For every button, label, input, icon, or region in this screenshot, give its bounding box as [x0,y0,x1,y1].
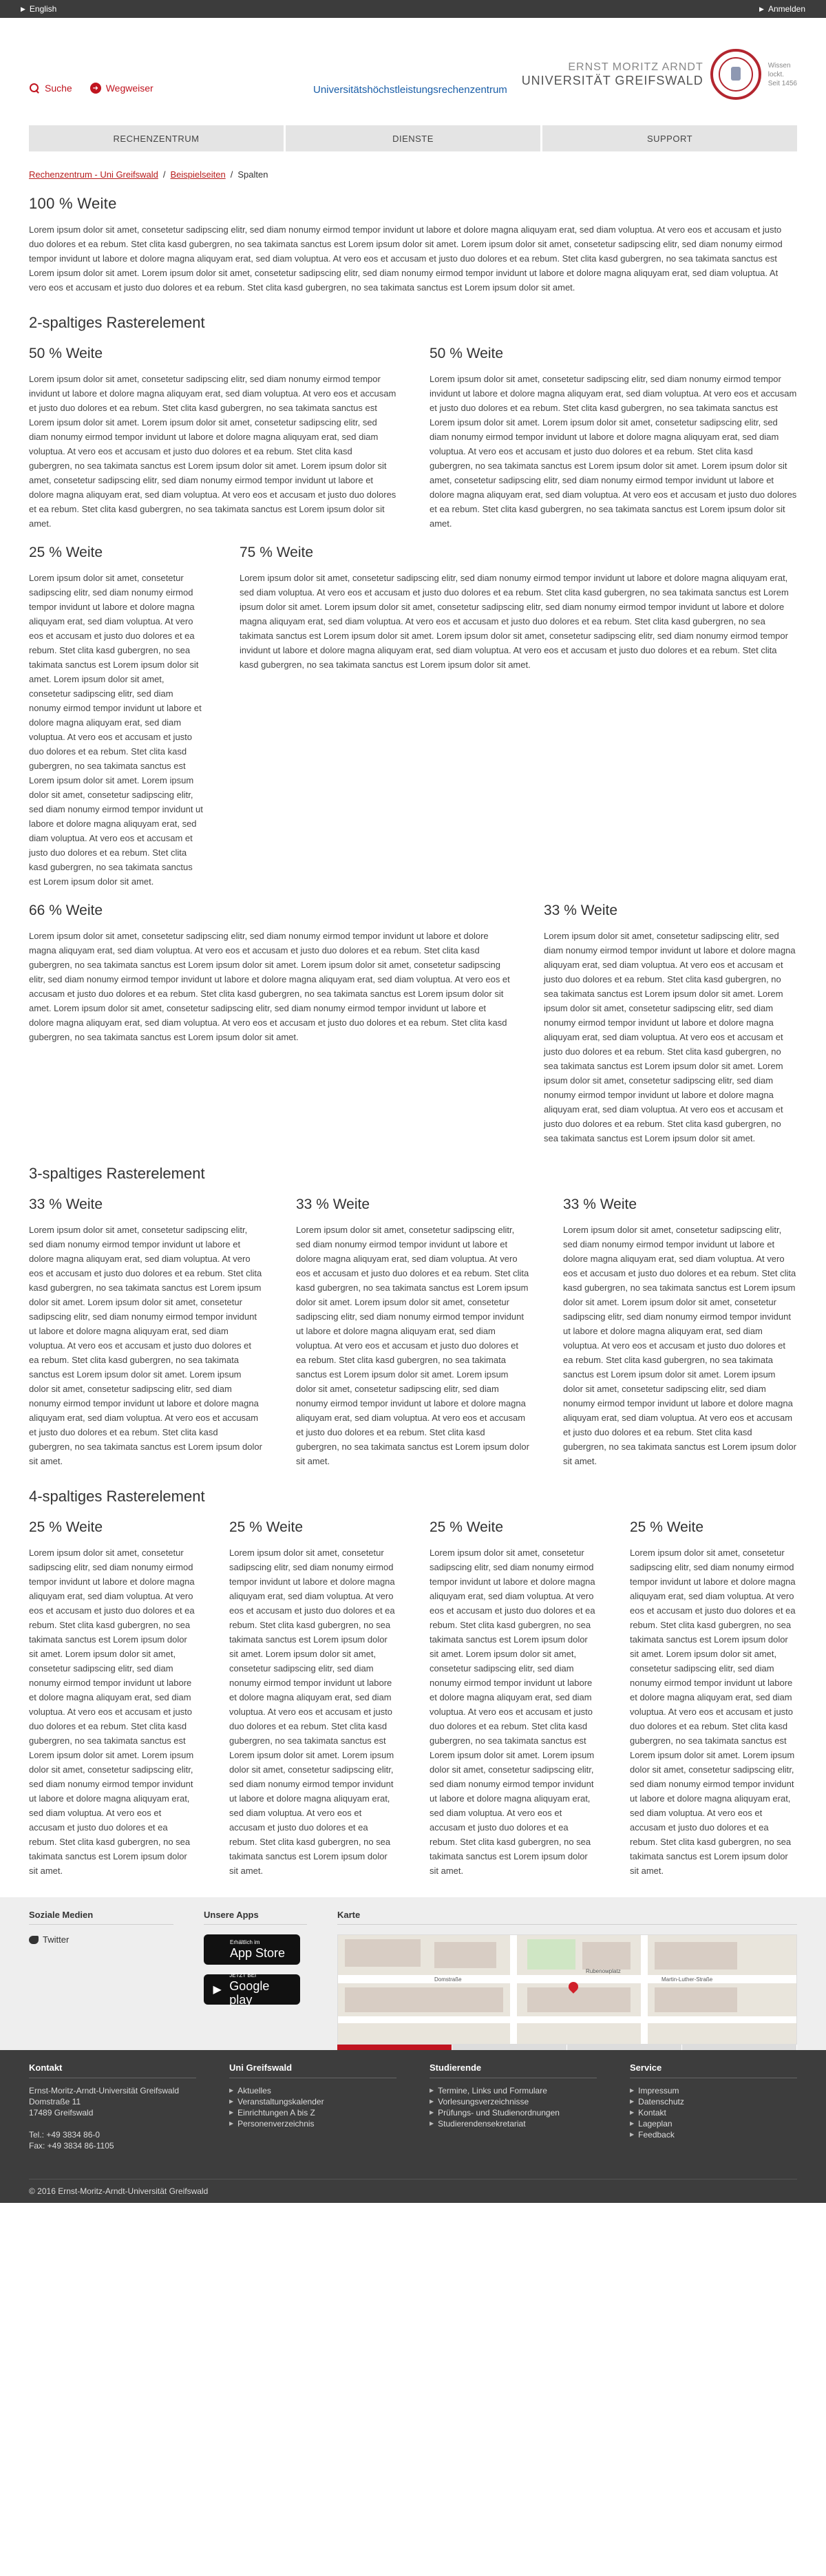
triangle-right-icon: ▶ [430,2087,434,2093]
triangle-right-icon: ▶ [759,5,764,12]
row-66-33 [29,902,797,1146]
col-text: Lorem ipsum dolor sit amet, consetetur sadipscing elitr, sed diam nonumy eirmod tempor invidunt ut labore et dolore magna aliquyam erat, sed diam voluptua. At vero eos et accusam et justo duo dolores et ea rebum. Stet clita kasd gubergren, no sea takimata sanctus est Lorem ipsum dolor sit amet. Lorem ipsum dolor sit amet, consetetur sadipscing elitr, sed diam nonumy eirmod tempor invidunt ut labore et dolore magna aliquyam erat, sed diam voluptua. At vero eos et accusam et justo duo dolores et ea rebum. Stet clita kasd gubergren, no sea takimata sanctus est Lorem ipsum dolor sit amet. Lorem ipsum dolor sit amet, consetetur sadipscing elitr, sed diam nonumy eirmod tempor invidunt ut labore et dolore magna aliquyam erat, sed diam voluptua. At vero eos et accusam et justo duo dolores et ea rebum. Stet clita kasd gubergren, no sea takimata sanctus est Lorem ipsum dolor sit amet. [630,1548,796,1876]
col-heading: 50 % Weite [430,346,503,361]
col-33 [296,1196,530,1468]
footer-link[interactable]: ▶ Aktuelles [229,2086,271,2095]
col-heading: 50 % Weite [29,346,103,361]
logo-motto: Wissen lockt. Seit 1456 [767,61,797,87]
col-heading: 25 % Weite [430,1519,503,1535]
row-25-75 [29,545,797,889]
triangle-right-icon: ▶ [430,2109,434,2115]
col-heading: 33 % Weite [296,1196,370,1212]
footer-columns [29,2062,797,2151]
heading-four-col: 4-spaltiges Rasterelement [29,1488,205,1505]
col-heading: 25 % Weite [29,545,103,560]
street-label: Rubenowplatz [586,1968,621,1974]
col-text: Lorem ipsum dolor sit amet, consetetur sadipscing elitr, sed diam nonumy eirmod tempor invidunt ut labore et dolore magna aliquyam erat, sed diam voluptua. At vero eos et accusam et justo duo dolores et ea rebum. Stet clita kasd gubergren, no sea takimata sanctus est Lorem ipsum dolor sit amet. Lorem ipsum dolor sit amet, consetetur sadipscing elitr, sed diam nonumy eirmod tempor invidunt ut labore et dolore magna aliquyam erat, sed diam voluptua. At vero eos et accusam et justo duo dolores et ea rebum. Stet clita kasd gubergren, no sea takimata sanctus est Lorem ipsum dolor sit amet. Lorem ipsum dolor sit amet, consetetur sadipscing elitr, sed diam nonumy eirmod tempor invidunt ut labore et dolore magna aliquyam erat, sed diam voluptua. At vero eos et accusam et justo duo dolores et ea rebum. Stet clita kasd gubergren, no sea takimata sanctus est Lorem ipsum dolor sit amet. [430,1548,595,1876]
google-play-icon: ▶ [213,1984,222,1996]
map-road [510,1935,517,2044]
triangle-right-icon: ▶ [229,2098,234,2104]
footer-link[interactable]: ▶ Vorlesungsverzeichnisse [430,2097,529,2107]
col-25 [229,1519,396,1878]
col-33 [563,1196,797,1468]
col-text: Lorem ipsum dolor sit amet, consetetur sadipscing elitr, sed diam nonumy eirmod tempor invidunt ut labore et dolore magna aliquyam erat, sed diam voluptua. At vero eos et accusam et justo duo dolores et ea rebum. Stet clita kasd gubergren, no sea takimata sanctus est Lorem ipsum dolor sit amet. Lorem ipsum dolor sit amet, consetetur sadipscing elitr, sed diam nonumy eirmod tempor invidunt ut labore et dolore magna aliquyam erat, sed diam voluptua. At vero eos et accusam et justo duo dolores et ea rebum. Stet clita kasd gubergren, no sea takimata sanctus est Lorem ipsum dolor sit amet. Lorem ipsum dolor sit amet, consetetur sadipscing elitr, sed diam nonumy eirmod tempor invidunt ut labore et dolore magna aliquyam erat, sed diam voluptua. At vero eos et accusam et justo duo dolores et ea rebum. Stet clita kasd gubergren, no sea takimata sanctus est Lorem ipsum dolor sit amet. [296,1225,529,1466]
map-building [655,1942,737,1970]
triangle-right-icon: ▶ [430,2098,434,2104]
breadcrumb [29,169,797,180]
footer-link[interactable]: ▶ Impressum [630,2086,679,2095]
row-50-50 [29,346,797,531]
triangle-right-icon: ▶ [229,2120,234,2126]
footer-service [630,2062,797,2151]
top-bar [0,0,826,18]
triangle-right-icon: ▶ [630,2131,635,2137]
map-road [338,2016,796,2023]
footer-link[interactable]: ▶ Feedback [630,2130,675,2140]
route-link[interactable]: ➜ Wegweiser [90,83,153,94]
col-text: Lorem ipsum dolor sit amet, consetetur sadipscing elitr, sed diam nonumy eirmod tempor invidunt ut labore et dolore magna aliquyam erat, sed diam voluptua. At vero eos et accusam et justo duo dolores et ea rebum. Stet clita kasd gubergren, no sea takimata sanctus est Lorem ipsum dolor sit amet. Lorem ipsum dolor sit amet, consetetur sadipscing elitr, sed diam nonumy eirmod tempor invidunt ut labore et dolore magna aliquyam erat, sed diam voluptua. At vero eos et accusam et justo duo dolores et ea rebum. Stet clita kasd gubergren, no sea takimata sanctus est Lorem ipsum dolor sit amet. Lorem ipsum dolor sit amet, consetetur sadipscing elitr, sed diam nonumy eirmod tempor invidunt ut labore et dolore magna aliquyam erat, sed diam voluptua. At vero eos et accusam et justo duo dolores et ea rebum. Stet clita kasd gubergren, no sea takimata sanctus est Lorem ipsum dolor sit amet. [29,1548,195,1876]
footer-link[interactable]: ▶ Veranstaltungskalender [229,2097,324,2107]
footer-link[interactable]: ▶ Einrichtungen A bis Z [229,2108,315,2118]
map-road [641,1935,648,2044]
google-play-button[interactable]: ▶ JETZT BEI Google play [204,1974,300,2005]
map-building [434,1942,496,1968]
col-25 [29,1519,196,1878]
map-building [345,1987,503,2012]
footer-heading: Service [630,2062,797,2078]
col-75 [240,545,797,889]
app-store-button[interactable]: Erhältlich im App Store [204,1934,300,1965]
social-title: Soziale Medien [29,1910,173,1925]
col-heading: 33 % Weite [544,902,617,918]
search-icon [29,83,40,94]
row-33-33-33 [29,1196,797,1468]
university-logo[interactable] [522,49,797,100]
col-33 [544,902,797,1146]
map-building [655,1987,737,2012]
row-25-25-25-25 [29,1519,797,1878]
col-25 [630,1519,797,1878]
col-heading: 25 % Weite [229,1519,303,1535]
social-media-section [29,1910,173,2038]
col-heading: 33 % Weite [563,1196,637,1212]
col-25 [430,1519,597,1878]
triangle-right-icon: ▶ [630,2120,635,2126]
header-links [29,83,153,94]
footer-students [430,2062,597,2151]
contact-line: Tel.: +49 3834 86-0 [29,2130,100,2140]
footer-heading: Uni Greifswald [229,2062,396,2078]
map-building [345,1939,421,1967]
col-66 [29,902,511,1146]
col-33 [29,1196,263,1468]
nav-tab-rechenzentrum[interactable]: RECHENZENTRUM [29,125,284,151]
main-content [0,195,826,1878]
heading-full-width: 100 % Weite [29,195,117,212]
footer-link[interactable]: ▶ Datenschutz [630,2097,684,2107]
footer-link[interactable]: ▶ Personenverzeichnis [229,2119,315,2129]
footer-link[interactable]: ▶ Kontakt [630,2108,666,2118]
twitter-icon [29,1936,39,1944]
nav-tab-support[interactable]: SUPPORT [542,125,797,151]
col-text: Lorem ipsum dolor sit amet, consetetur sadipscing elitr, sed diam nonumy eirmod tempor invidunt ut labore et dolore magna aliquyam erat, sed diam voluptua. At vero eos et accusam et justo duo dolores et ea rebum. Stet clita kasd gubergren, no sea takimata sanctus est Lorem ipsum dolor sit amet. Lorem ipsum dolor sit amet, consetetur sadipscing elitr, sed diam nonumy eirmod tempor invidunt ut labore et dolore magna aliquyam erat, sed diam voluptua. At vero eos et accusam et justo duo dolores et ea rebum. Stet clita kasd gubergren, no sea takimata sanctus est Lorem ipsum dolor sit amet. Lorem ipsum dolor sit amet, consetetur sadipscing elitr, sed diam nonumy eirmod tempor invidunt ut labore et dolore magna aliquyam erat, sed diam voluptua. At vero eos et accusam et justo duo dolores et ea rebum. Stet clita kasd gubergren, no sea takimata sanctus est Lorem ipsum dolor sit amet. [430,374,797,529]
triangle-right-icon: ▶ [630,2087,635,2093]
triangle-right-icon: ▶ [229,2087,234,2093]
footer-link[interactable]: ▶ Lageplan [630,2119,673,2129]
triangle-right-icon: ▶ [430,2120,434,2126]
contact-line: Domstraße 11 [29,2097,81,2107]
copyright: © 2016 Ernst-Moritz-Arndt-Universität Greifswald [29,2179,797,2196]
col-heading: 66 % Weite [29,902,103,918]
language-link[interactable]: ▶ English [21,4,57,14]
contact-line: Ernst-Moritz-Arndt-Universität Greifswald [29,2086,180,2095]
col-text: Lorem ipsum dolor sit amet, consetetur sadipscing elitr, sed diam nonumy eirmod tempor invidunt ut labore et dolore magna aliquyam erat, sed diam voluptua. At vero eos et accusam et justo duo dolores et ea rebum. Stet clita kasd gubergren, no sea takimata sanctus est Lorem ipsum dolor sit amet. Lorem ipsum dolor sit amet, consetetur sadipscing elitr, sed diam nonumy eirmod tempor invidunt ut labore et dolore magna aliquyam erat, sed diam voluptua. At vero eos et accusam et justo duo dolores et ea rebum. Stet clita kasd gubergren, no sea takimata sanctus est Lorem ipsum dolor sit amet. Lorem ipsum dolor sit amet, consetetur sadipscing elitr, sed diam nonumy eirmod tempor invidunt ut labore et dolore magna aliquyam erat, sed diam voluptua. At vero eos et accusam et justo duo dolores et ea rebum. Stet clita kasd gubergren, no sea takimata sanctus est Lorem ipsum dolor sit amet. [29,573,203,887]
heading-two-col: 2-spaltiges Rasterelement [29,314,205,331]
footer-link[interactable]: ▶ Studierendensekretariat [430,2119,526,2129]
search-link[interactable]: Suche [29,83,72,94]
signpost-icon: ➜ [90,83,101,94]
breadcrumb-separator: / [162,169,166,180]
triangle-right-icon: ▶ [630,2109,635,2115]
site-header [0,18,826,107]
contact-spacer [29,2118,196,2129]
col-heading: 25 % Weite [29,1519,103,1535]
breadcrumb-separator: / [230,169,233,180]
col-text: Lorem ipsum dolor sit amet, consetetur sadipscing elitr, sed diam nonumy eirmod tempor invidunt ut labore et dolore magna aliquyam erat, sed diam voluptua. At vero eos et accusam et justo duo dolores et ea rebum. Stet clita kasd gubergren, no sea takimata sanctus est Lorem ipsum dolor sit amet. Lorem ipsum dolor sit amet, consetetur sadipscing elitr, sed diam nonumy eirmod tempor invidunt ut labore et dolore magna aliquyam erat, sed diam voluptua. At vero eos et accusam et justo duo dolores et ea rebum. Stet clita kasd gubergren, no sea takimata sanctus est Lorem ipsum dolor sit amet. Lorem ipsum dolor sit amet, consetetur sadipscing elitr, sed diam nonumy eirmod tempor invidunt ut labore et dolore magna aliquyam erat, sed diam voluptua. At vero eos et accusam et justo duo dolores et ea rebum. Stet clita kasd gubergren, no sea takimata sanctus est Lorem ipsum dolor sit amet. [240,573,789,670]
footer-heading: Kontakt [29,2062,196,2078]
logo-text: ERNST MORITZ ARNDT UNIVERSITÄT GREIFSWALD [521,61,703,87]
col-50 [430,346,797,531]
street-label: Martin-Luther-Straße [661,1976,713,1983]
footer-uni [229,2062,396,2151]
contact-line: Fax: +49 3834 86-1105 [29,2141,114,2151]
footer-contact [29,2062,196,2151]
street-label: Domstraße [434,1976,462,1983]
col-text: Lorem ipsum dolor sit amet, consetetur sadipscing elitr, sed diam nonumy eirmod tempor invidunt ut labore et dolore magna aliquyam erat, sed diam voluptua. At vero eos et accusam et justo duo dolores et ea rebum. Stet clita kasd gubergren, no sea takimata sanctus est Lorem ipsum dolor sit amet. Lorem ipsum dolor sit amet, consetetur sadipscing elitr, sed diam nonumy eirmod tempor invidunt ut labore et dolore magna aliquyam erat, sed diam voluptua. At vero eos et accusam et justo duo dolores et ea rebum. Stet clita kasd gubergren, no sea takimata sanctus est Lorem ipsum dolor sit amet. Lorem ipsum dolor sit amet, consetetur sadipscing elitr, sed diam nonumy eirmod tempor invidunt ut labore et dolore magna aliquyam erat, sed diam voluptua. At vero eos et accusam et justo duo dolores et ea rebum. Stet clita kasd gubergren, no sea takimata sanctus est Lorem ipsum dolor sit amet. [29,1225,262,1466]
map-building [527,1987,631,2012]
site-title-link[interactable]: Universitätshöchstleistungsrechenzentrum [313,84,507,96]
map-road [338,1975,796,1983]
triangle-right-icon: ▶ [630,2098,635,2104]
main-nav [29,125,797,151]
map-building [582,1942,631,1970]
triangle-right-icon: ▶ [229,2109,234,2115]
heading-three-col: 3-spaltiges Rasterelement [29,1165,205,1182]
footer-heading: Studierende [430,2062,597,2078]
col-text: Lorem ipsum dolor sit amet, consetetur sadipscing elitr, sed diam nonumy eirmod tempor invidunt ut labore et dolore magna aliquyam erat, sed diam voluptua. At vero eos et accusam et justo duo dolores et ea rebum. Stet clita kasd gubergren, no sea takimata sanctus est Lorem ipsum dolor sit amet. Lorem ipsum dolor sit amet, consetetur sadipscing elitr, sed diam nonumy eirmod tempor invidunt ut labore et dolore magna aliquyam erat, sed diam voluptua. At vero eos et accusam et justo duo dolores et ea rebum. Stet clita kasd gubergren, no sea takimata sanctus est Lorem ipsum dolor sit amet. Lorem ipsum dolor sit amet, consetetur sadipscing elitr, sed diam nonumy eirmod tempor invidunt ut labore et dolore magna aliquyam erat, sed diam voluptua. At vero eos et accusam et justo duo dolores et ea rebum. Stet clita kasd gubergren, no sea takimata sanctus est Lorem ipsum dolor sit amet. [229,1548,395,1876]
apps-title: Unsere Apps [204,1910,307,1925]
col-heading: 25 % Weite [630,1519,703,1535]
paragraph-full-width: Lorem ipsum dolor sit amet, consetetur sadipscing elitr, sed diam nonumy eirmod tempor invidunt ut labore et dolore magna aliquyam erat, sed diam voluptua. At vero eos et accusam et justo duo dolores et ea rebum. Stet clita kasd gubergren, no sea takimata sanctus est Lorem ipsum dolor sit amet. Lorem ipsum dolor sit amet, consetetur sadipscing elitr, sed diam nonumy eirmod tempor invidunt ut labore et dolore magna aliquyam erat, sed diam voluptua. At vero eos et accusam et justo duo dolores et ea rebum. Stet clita kasd gubergren, no sea takimata sanctus est Lorem ipsum dolor sit amet. Lorem ipsum dolor sit amet, consetetur sadipscing elitr, sed diam nonumy eirmod tempor invidunt ut labore et dolore magna aliquyam erat, sed diam voluptua. At vero eos et accusam et justo duo dolores et ea rebum. Stet clita kasd gubergren, no sea takimata sanctus est Lorem ipsum dolor sit amet. [29,224,783,293]
col-25 [29,545,206,889]
breadcrumb-item-home[interactable]: Rechenzentrum - Uni Greifswald [29,169,158,180]
login-link[interactable]: ▶ Anmelden [759,4,805,14]
footer-link[interactable]: ▶ Prüfungs- und Studienordnungen [430,2108,560,2118]
map-section [337,1910,797,2038]
map-park [527,1939,575,1970]
footer-link[interactable]: ▶ Termine, Links und Formulare [430,2086,547,2095]
col-text: Lorem ipsum dolor sit amet, consetetur sadipscing elitr, sed diam nonumy eirmod tempor invidunt ut labore et dolore magna aliquyam erat, sed diam voluptua. At vero eos et accusam et justo duo dolores et ea rebum. Stet clita kasd gubergren, no sea takimata sanctus est Lorem ipsum dolor sit amet. Lorem ipsum dolor sit amet, consetetur sadipscing elitr, sed diam nonumy eirmod tempor invidunt ut labore et dolore magna aliquyam erat, sed diam voluptua. At vero eos et accusam et justo duo dolores et ea rebum. Stet clita kasd gubergren, no sea takimata sanctus est Lorem ipsum dolor sit amet. Lorem ipsum dolor sit amet, consetetur sadipscing elitr, sed diam nonumy eirmod tempor invidunt ut labore et dolore magna aliquyam erat, sed diam voluptua. At vero eos et accusam et justo duo dolores et ea rebum. Stet clita kasd gubergren, no sea takimata sanctus est Lorem ipsum dolor sit amet. [29,931,510,1042]
triangle-right-icon: ▶ [21,5,25,12]
col-text: Lorem ipsum dolor sit amet, consetetur sadipscing elitr, sed diam nonumy eirmod tempor invidunt ut labore et dolore magna aliquyam erat, sed diam voluptua. At vero eos et accusam et justo duo dolores et ea rebum. Stet clita kasd gubergren, no sea takimata sanctus est Lorem ipsum dolor sit amet. Lorem ipsum dolor sit amet, consetetur sadipscing elitr, sed diam nonumy eirmod tempor invidunt ut labore et dolore magna aliquyam erat, sed diam voluptua. At vero eos et accusam et justo duo dolores et ea rebum. Stet clita kasd gubergren, no sea takimata sanctus est Lorem ipsum dolor sit amet. Lorem ipsum dolor sit amet, consetetur sadipscing elitr, sed diam nonumy eirmod tempor invidunt ut labore et dolore magna aliquyam erat, sed diam voluptua. At vero eos et accusam et justo duo dolores et ea rebum. Stet clita kasd gubergren, no sea takimata sanctus est Lorem ipsum dolor sit amet. [29,374,396,529]
twitter-link[interactable]: Twitter [29,1934,173,1945]
nav-tab-dienste[interactable]: DIENSTE [286,125,540,151]
col-50 [29,346,396,531]
contact-line: 17489 Greifswald [29,2108,94,2118]
col-text: Lorem ipsum dolor sit amet, consetetur sadipscing elitr, sed diam nonumy eirmod tempor invidunt ut labore et dolore magna aliquyam erat, sed diam voluptua. At vero eos et accusam et justo duo dolores et ea rebum. Stet clita kasd gubergren, no sea takimata sanctus est Lorem ipsum dolor sit amet. Lorem ipsum dolor sit amet, consetetur sadipscing elitr, sed diam nonumy eirmod tempor invidunt ut labore et dolore magna aliquyam erat, sed diam voluptua. At vero eos et accusam et justo duo dolores et ea rebum. Stet clita kasd gubergren, no sea takimata sanctus est Lorem ipsum dolor sit amet. Lorem ipsum dolor sit amet, consetetur sadipscing elitr, sed diam nonumy eirmod tempor invidunt ut labore et dolore magna aliquyam erat, sed diam voluptua. At vero eos et accusam et justo duo dolores et ea rebum. Stet clita kasd gubergren, no sea takimata sanctus est Lorem ipsum dolor sit amet. [544,931,796,1143]
col-text: Lorem ipsum dolor sit amet, consetetur sadipscing elitr, sed diam nonumy eirmod tempor invidunt ut labore et dolore magna aliquyam erat, sed diam voluptua. At vero eos et accusam et justo duo dolores et ea rebum. Stet clita kasd gubergren, no sea takimata sanctus est Lorem ipsum dolor sit amet. Lorem ipsum dolor sit amet, consetetur sadipscing elitr, sed diam nonumy eirmod tempor invidunt ut labore et dolore magna aliquyam erat, sed diam voluptua. At vero eos et accusam et justo duo dolores et ea rebum. Stet clita kasd gubergren, no sea takimata sanctus est Lorem ipsum dolor sit amet. Lorem ipsum dolor sit amet, consetetur sadipscing elitr, sed diam nonumy eirmod tempor invidunt ut labore et dolore magna aliquyam erat, sed diam voluptua. At vero eos et accusam et justo duo dolores et ea rebum. Stet clita kasd gubergren, no sea takimata sanctus est Lorem ipsum dolor sit amet. [563,1225,796,1466]
campus-map[interactable] [337,1934,797,2045]
breadcrumb-item-examples[interactable]: Beispielseiten [170,169,226,180]
col-heading: 33 % Weite [29,1196,103,1212]
info-band [0,1897,826,2050]
apps-section [204,1910,307,2038]
site-footer [0,2050,826,2203]
map-title: Karte [337,1910,797,1925]
col-heading: 75 % Weite [240,545,313,560]
apple-icon [211,1942,224,1957]
university-seal-icon [710,49,761,100]
breadcrumb-item-current: Spalten [237,169,268,180]
